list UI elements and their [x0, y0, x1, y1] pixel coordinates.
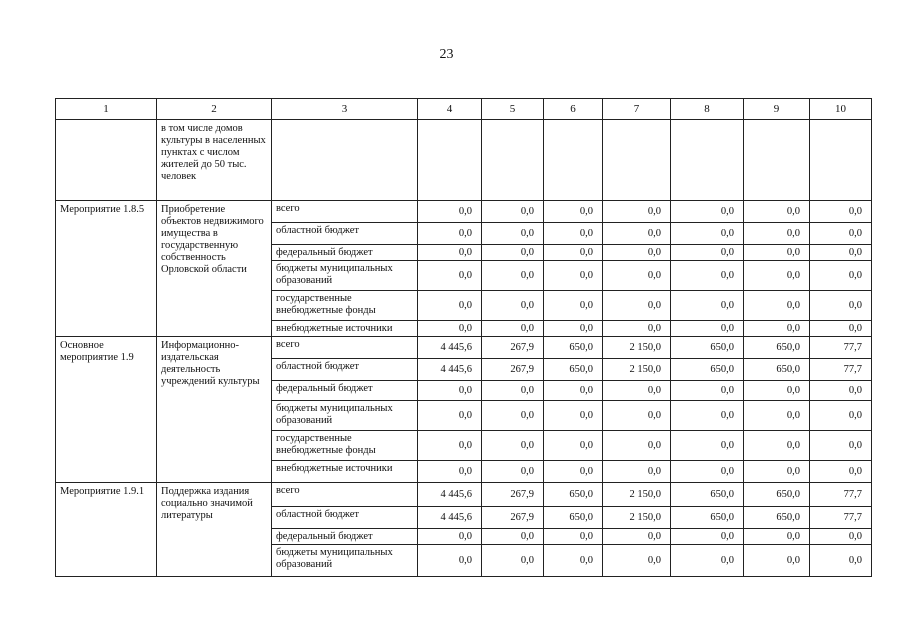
amount-cell: 650,0	[671, 507, 744, 529]
amount-cell: 0,0	[671, 401, 744, 431]
amount-cell: 0,0	[603, 431, 671, 461]
amount-cell: 0,0	[744, 381, 810, 401]
amount-cell: 0,0	[810, 201, 872, 223]
amount-cell: 0,0	[418, 245, 482, 261]
amount-cell: 0,0	[418, 401, 482, 431]
amount-cell: 650,0	[671, 359, 744, 381]
amount-cell: 0,0	[544, 261, 603, 291]
amount-cell: 0,0	[603, 245, 671, 261]
amount-cell: 0,0	[671, 545, 744, 577]
empty-cell	[671, 120, 744, 201]
amount-cell: 267,9	[482, 337, 544, 359]
empty-cell	[272, 120, 418, 201]
amount-cell: 0,0	[671, 431, 744, 461]
amount-cell: 0,0	[810, 431, 872, 461]
empty-cell	[810, 120, 872, 201]
amount-cell: 0,0	[744, 201, 810, 223]
amount-cell: 650,0	[744, 507, 810, 529]
table-row	[56, 337, 872, 359]
funding-source: внебюджетные источники	[272, 321, 418, 337]
header-cell: 3	[272, 99, 418, 120]
amount-cell: 0,0	[810, 321, 872, 337]
amount-cell: 0,0	[671, 201, 744, 223]
amount-cell: 0,0	[603, 401, 671, 431]
continuation-description: в том числе домов культуры в населенных пунктах с числом жителей до 50 тыс. человек	[157, 120, 272, 201]
amount-cell: 0,0	[482, 431, 544, 461]
amount-cell: 0,0	[603, 545, 671, 577]
amount-cell: 0,0	[482, 321, 544, 337]
header-row	[56, 99, 872, 120]
amount-cell: 650,0	[544, 483, 603, 507]
amount-cell: 0,0	[744, 545, 810, 577]
activity-description: Поддержка издания социально значимой литературы	[157, 483, 272, 577]
header-cell: 8	[671, 99, 744, 120]
amount-cell: 2 150,0	[603, 337, 671, 359]
activity-name: Мероприятие 1.8.5	[56, 201, 157, 337]
amount-cell: 0,0	[744, 529, 810, 545]
page-number: 23	[439, 47, 454, 62]
table-row	[56, 201, 872, 223]
amount-cell: 0,0	[671, 223, 744, 245]
header-cell: 4	[418, 99, 482, 120]
amount-cell: 2 150,0	[603, 483, 671, 507]
table-row	[56, 483, 872, 507]
amount-cell: 0,0	[418, 223, 482, 245]
amount-cell: 0,0	[482, 461, 544, 483]
amount-cell: 0,0	[603, 461, 671, 483]
amount-cell: 0,0	[544, 401, 603, 431]
funding-source: областной бюджет	[272, 507, 418, 529]
amount-cell: 0,0	[482, 381, 544, 401]
amount-cell: 0,0	[544, 291, 603, 321]
funding-source: всего	[272, 201, 418, 223]
amount-cell: 77,7	[810, 359, 872, 381]
continuation-row	[56, 120, 872, 201]
funding-source: государственные внебюджетные фонды	[272, 431, 418, 461]
amount-cell: 0,0	[418, 431, 482, 461]
amount-cell: 0,0	[671, 245, 744, 261]
header-cell: 7	[603, 99, 671, 120]
funding-source: всего	[272, 337, 418, 359]
amount-cell: 0,0	[544, 245, 603, 261]
amount-cell: 0,0	[544, 321, 603, 337]
funding-source: федеральный бюджет	[272, 245, 418, 261]
amount-cell: 0,0	[810, 529, 872, 545]
amount-cell: 77,7	[810, 483, 872, 507]
amount-cell: 0,0	[603, 201, 671, 223]
amount-cell: 0,0	[544, 529, 603, 545]
amount-cell: 0,0	[544, 381, 603, 401]
amount-cell: 0,0	[810, 401, 872, 431]
activity-description: Информационно-издательская деятельность учреждений культуры	[157, 337, 272, 483]
amount-cell: 0,0	[418, 545, 482, 577]
amount-cell: 0,0	[544, 461, 603, 483]
amount-cell: 0,0	[603, 261, 671, 291]
amount-cell: 0,0	[544, 431, 603, 461]
funding-source: государственные внебюджетные фонды	[272, 291, 418, 321]
amount-cell: 0,0	[744, 461, 810, 483]
funding-source: всего	[272, 483, 418, 507]
funding-source: внебюджетные источники	[272, 461, 418, 483]
amount-cell: 267,9	[482, 359, 544, 381]
amount-cell: 0,0	[810, 245, 872, 261]
funding-source: бюджеты муниципальных образований	[272, 545, 418, 577]
amount-cell: 4 445,6	[418, 359, 482, 381]
amount-cell: 0,0	[810, 223, 872, 245]
amount-cell: 267,9	[482, 507, 544, 529]
amount-cell: 0,0	[671, 261, 744, 291]
amount-cell: 0,0	[671, 291, 744, 321]
amount-cell: 650,0	[744, 483, 810, 507]
funding-source: областной бюджет	[272, 223, 418, 245]
amount-cell: 0,0	[744, 245, 810, 261]
amount-cell: 2 150,0	[603, 507, 671, 529]
amount-cell: 0,0	[418, 321, 482, 337]
amount-cell: 0,0	[744, 401, 810, 431]
empty-cell	[603, 120, 671, 201]
amount-cell: 4 445,6	[418, 507, 482, 529]
header-cell: 6	[544, 99, 603, 120]
amount-cell: 650,0	[744, 337, 810, 359]
amount-cell: 0,0	[671, 381, 744, 401]
amount-cell: 650,0	[544, 337, 603, 359]
amount-cell: 0,0	[418, 291, 482, 321]
amount-cell: 0,0	[418, 201, 482, 223]
amount-cell: 0,0	[482, 245, 544, 261]
table-body	[56, 99, 872, 577]
amount-cell: 4 445,6	[418, 483, 482, 507]
amount-cell: 0,0	[482, 223, 544, 245]
funding-source: областной бюджет	[272, 359, 418, 381]
amount-cell: 0,0	[671, 321, 744, 337]
amount-cell: 0,0	[671, 461, 744, 483]
amount-cell: 267,9	[482, 483, 544, 507]
activity-name: Основное мероприятие 1.9	[56, 337, 157, 483]
header-cell: 1	[56, 99, 157, 120]
header-cell: 10	[810, 99, 872, 120]
amount-cell: 650,0	[544, 359, 603, 381]
amount-cell: 0,0	[418, 529, 482, 545]
amount-cell: 0,0	[544, 201, 603, 223]
empty-cell	[544, 120, 603, 201]
amount-cell: 0,0	[744, 261, 810, 291]
funding-source: федеральный бюджет	[272, 529, 418, 545]
amount-cell: 0,0	[603, 321, 671, 337]
amount-cell: 0,0	[603, 291, 671, 321]
amount-cell: 0,0	[418, 461, 482, 483]
amount-cell: 0,0	[810, 261, 872, 291]
amount-cell: 0,0	[482, 545, 544, 577]
amount-cell: 0,0	[744, 321, 810, 337]
activity-description: Приобретение объектов недвижимого имущества в государственную собственность Орловской области	[157, 201, 272, 337]
amount-cell: 0,0	[603, 223, 671, 245]
amount-cell: 0,0	[810, 461, 872, 483]
empty-cell	[482, 120, 544, 201]
amount-cell: 0,0	[482, 201, 544, 223]
amount-cell: 2 150,0	[603, 359, 671, 381]
amount-cell: 0,0	[671, 529, 744, 545]
funding-source: федеральный бюджет	[272, 381, 418, 401]
amount-cell: 0,0	[418, 381, 482, 401]
amount-cell: 0,0	[603, 381, 671, 401]
amount-cell: 0,0	[810, 381, 872, 401]
amount-cell: 0,0	[544, 545, 603, 577]
empty-cell	[418, 120, 482, 201]
amount-cell: 0,0	[744, 291, 810, 321]
amount-cell: 77,7	[810, 337, 872, 359]
amount-cell: 650,0	[671, 483, 744, 507]
amount-cell: 650,0	[671, 337, 744, 359]
funding-source: бюджеты муниципальных образований	[272, 401, 418, 431]
funding-table	[55, 98, 872, 577]
amount-cell: 0,0	[810, 291, 872, 321]
header-cell: 5	[482, 99, 544, 120]
header-cell: 9	[744, 99, 810, 120]
amount-cell: 0,0	[482, 261, 544, 291]
empty-cell	[744, 120, 810, 201]
amount-cell: 0,0	[744, 431, 810, 461]
amount-cell: 0,0	[482, 401, 544, 431]
amount-cell: 0,0	[544, 223, 603, 245]
empty-cell	[56, 120, 157, 201]
amount-cell: 77,7	[810, 507, 872, 529]
amount-cell: 0,0	[810, 545, 872, 577]
header-cell: 2	[157, 99, 272, 120]
amount-cell: 0,0	[482, 291, 544, 321]
amount-cell: 4 445,6	[418, 337, 482, 359]
amount-cell: 650,0	[744, 359, 810, 381]
funding-source: бюджеты муниципальных образований	[272, 261, 418, 291]
amount-cell: 0,0	[603, 529, 671, 545]
amount-cell: 0,0	[482, 529, 544, 545]
amount-cell: 0,0	[418, 261, 482, 291]
amount-cell: 650,0	[544, 507, 603, 529]
activity-name: Мероприятие 1.9.1	[56, 483, 157, 577]
amount-cell: 0,0	[744, 223, 810, 245]
